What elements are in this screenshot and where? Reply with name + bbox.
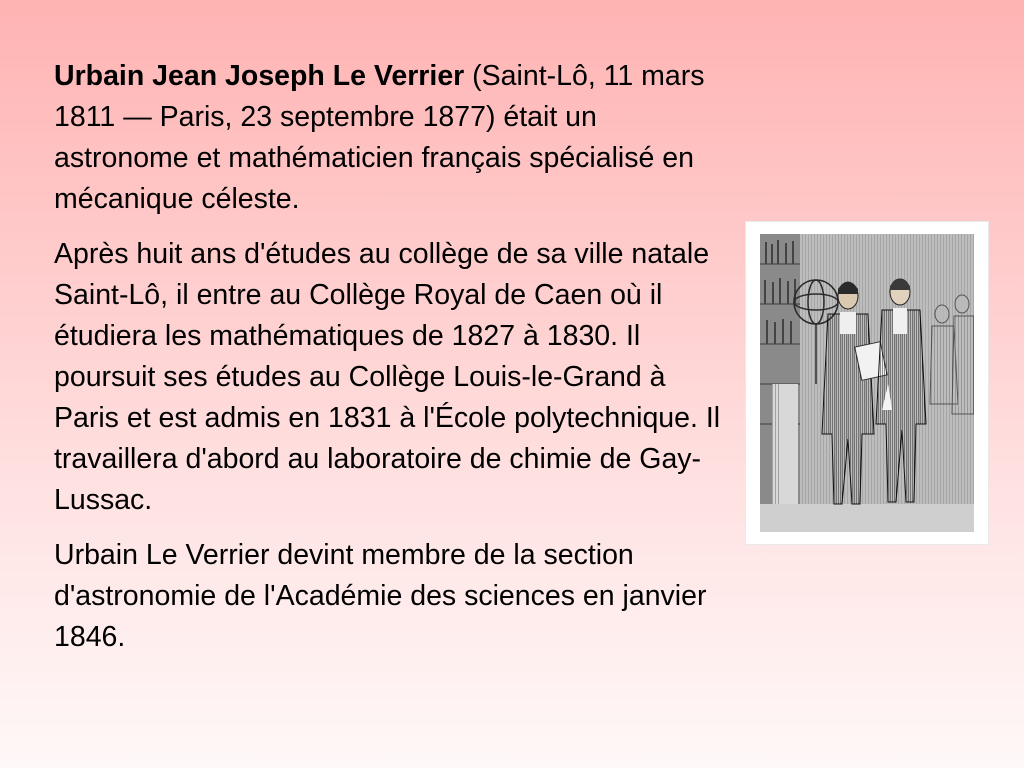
person-name: Urbain Jean Joseph Le Verrier [54,60,465,92]
paragraph-education: Après huit ans d'études au collège de sa ville natale Saint-Lô, il entre au Collège Royal de Caen où il étudiera les mathématiques de 1827 à 1830. Il poursuit ses études au Collège Louis-le-Grand à Paris et est admis en 1831 à l'École polytechnique. Il travaillera d'abord au laboratoire de chimie de Gay-Lussac. [54,238,721,516]
paragraph-academy: Urbain Le Verrier devint membre de la section d'astronomie de l'Académie des sciences en janvier 1846. [54,539,707,653]
paragraph-intro [54,56,726,220]
portrait-image [746,222,988,544]
engraving-illustration [760,234,974,532]
text-block [54,56,726,672]
intro-text: (Saint-Lô, 11 mars 1811 — Paris, 23 septembre 1877) était un astronome et mathématicien français spécialisé en mécanique céleste. [54,60,705,215]
